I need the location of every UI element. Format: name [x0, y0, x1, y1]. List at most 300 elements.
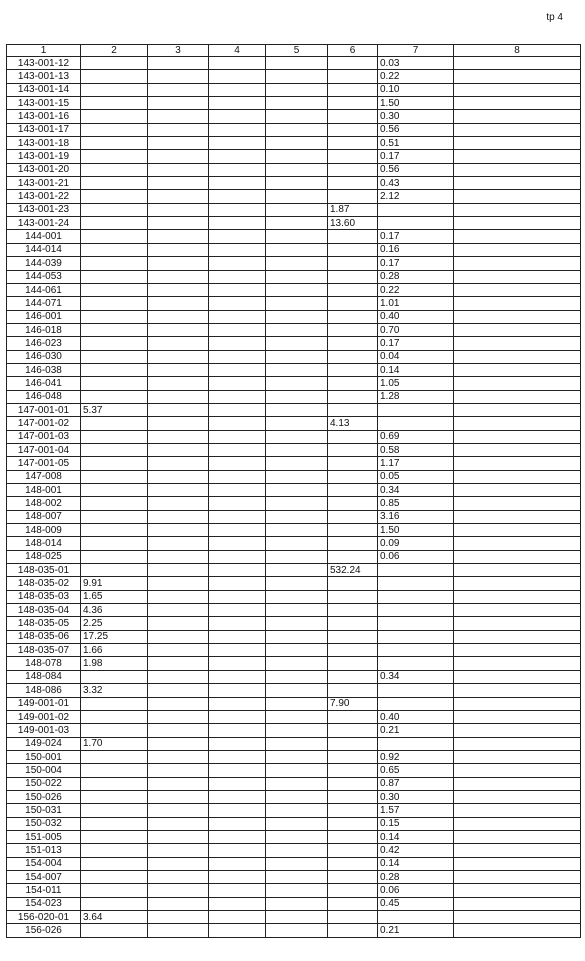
value-cell [266, 510, 328, 523]
value-cell [454, 150, 581, 163]
value-cell [148, 857, 209, 870]
value-cell: 1.17 [378, 457, 454, 470]
parcel-id-cell: 148-002 [7, 497, 81, 510]
value-cell [454, 457, 581, 470]
value-cell [328, 870, 378, 883]
value-cell [81, 350, 148, 363]
value-cell [454, 203, 581, 216]
parcel-id-cell: 150-001 [7, 750, 81, 763]
value-cell [454, 163, 581, 176]
value-cell [209, 884, 266, 897]
parcel-id-cell: 148-084 [7, 670, 81, 683]
value-cell [148, 297, 209, 310]
value-cell [148, 590, 209, 603]
value-cell [81, 724, 148, 737]
value-cell: 0.34 [378, 484, 454, 497]
value-cell: 0.14 [378, 857, 454, 870]
value-cell [328, 97, 378, 110]
value-cell [266, 617, 328, 630]
value-cell [328, 377, 378, 390]
parcel-id-cell: 146-038 [7, 363, 81, 376]
value-cell [148, 710, 209, 723]
parcel-id-cell: 154-023 [7, 897, 81, 910]
value-cell [148, 70, 209, 83]
value-cell [454, 297, 581, 310]
value-cell [454, 310, 581, 323]
table-row [7, 604, 581, 617]
parcel-id-cell: 150-004 [7, 764, 81, 777]
value-cell [148, 644, 209, 657]
parcel-id-cell: 144-053 [7, 270, 81, 283]
parcel-id-cell: 143-001-12 [7, 57, 81, 70]
value-cell [148, 484, 209, 497]
table-row [7, 697, 581, 710]
value-cell [328, 897, 378, 910]
value-cell [328, 337, 378, 350]
parcel-id-cell: 154-011 [7, 884, 81, 897]
table-row [7, 337, 581, 350]
value-cell [81, 337, 148, 350]
parcel-id-cell: 149-024 [7, 737, 81, 750]
value-cell: 0.17 [378, 337, 454, 350]
value-cell [148, 577, 209, 590]
parcel-id-cell: 148-035-01 [7, 564, 81, 577]
value-cell [266, 110, 328, 123]
value-cell: 0.21 [378, 724, 454, 737]
table-row [7, 857, 581, 870]
value-cell [148, 697, 209, 710]
value-cell [328, 443, 378, 456]
value-cell [209, 777, 266, 790]
value-cell [266, 857, 328, 870]
parcel-id-cell: 143-001-15 [7, 97, 81, 110]
value-cell [209, 804, 266, 817]
value-cell [266, 524, 328, 537]
value-cell [454, 657, 581, 670]
value-cell: 0.56 [378, 163, 454, 176]
value-cell [266, 870, 328, 883]
value-cell [266, 750, 328, 763]
value-cell [81, 443, 148, 456]
value-cell [454, 430, 581, 443]
value-cell [148, 630, 209, 643]
value-cell [328, 790, 378, 803]
value-cell [209, 110, 266, 123]
value-cell [81, 230, 148, 243]
value-cell [328, 270, 378, 283]
value-cell [266, 457, 328, 470]
value-cell [81, 137, 148, 150]
table-row [7, 70, 581, 83]
table-row [7, 270, 581, 283]
value-cell: 13.60 [328, 217, 378, 230]
value-cell [209, 377, 266, 390]
table-row [7, 57, 581, 70]
value-cell [209, 190, 266, 203]
value-cell [454, 924, 581, 937]
value-cell [209, 337, 266, 350]
value-cell [454, 137, 581, 150]
column-header: 8 [454, 45, 581, 57]
value-cell: 17.25 [81, 630, 148, 643]
table-row [7, 897, 581, 910]
table-row [7, 377, 581, 390]
value-cell [81, 310, 148, 323]
value-cell [266, 470, 328, 483]
value-cell [209, 123, 266, 136]
value-cell [266, 817, 328, 830]
parcel-id-cell: 148-009 [7, 524, 81, 537]
value-cell [81, 804, 148, 817]
value-cell [81, 670, 148, 683]
value-cell: 0.28 [378, 870, 454, 883]
value-cell [454, 70, 581, 83]
value-cell [81, 830, 148, 843]
value-cell: 0.16 [378, 243, 454, 256]
value-cell [328, 764, 378, 777]
value-cell [148, 884, 209, 897]
table-row [7, 657, 581, 670]
value-cell [454, 283, 581, 296]
parcel-id-cell: 144-001 [7, 230, 81, 243]
value-cell [328, 777, 378, 790]
value-cell: 0.21 [378, 924, 454, 937]
value-cell [454, 484, 581, 497]
value-cell [209, 617, 266, 630]
parcel-id-cell: 148-001 [7, 484, 81, 497]
parcel-id-cell: 148-035-07 [7, 644, 81, 657]
value-cell [454, 790, 581, 803]
value-cell [266, 844, 328, 857]
value-cell [328, 524, 378, 537]
value-cell [148, 163, 209, 176]
value-cell [148, 510, 209, 523]
parcel-id-cell: 149-001-03 [7, 724, 81, 737]
table-row [7, 564, 581, 577]
value-cell [266, 377, 328, 390]
value-cell [148, 230, 209, 243]
value-cell [81, 97, 148, 110]
parcel-id-cell: 146-041 [7, 377, 81, 390]
parcel-id-cell: 143-001-20 [7, 163, 81, 176]
table-row [7, 737, 581, 750]
value-cell [454, 83, 581, 96]
value-cell: 0.06 [378, 884, 454, 897]
value-cell [148, 830, 209, 843]
value-cell [81, 297, 148, 310]
value-cell [81, 884, 148, 897]
parcel-id-cell: 144-014 [7, 243, 81, 256]
value-cell [81, 510, 148, 523]
value-cell [148, 177, 209, 190]
table-row [7, 777, 581, 790]
value-cell [266, 243, 328, 256]
column-header: 3 [148, 45, 209, 57]
value-cell: 0.03 [378, 57, 454, 70]
value-cell [148, 470, 209, 483]
value-cell [454, 897, 581, 910]
value-cell [266, 737, 328, 750]
value-cell [328, 510, 378, 523]
value-cell: 1.28 [378, 390, 454, 403]
value-cell [81, 857, 148, 870]
table-row [7, 550, 581, 563]
value-cell [209, 897, 266, 910]
parcel-id-cell: 143-001-13 [7, 70, 81, 83]
value-cell: 1.66 [81, 644, 148, 657]
value-cell [209, 70, 266, 83]
value-cell: 0.40 [378, 310, 454, 323]
value-cell [81, 83, 148, 96]
value-cell [81, 217, 148, 230]
table-row [7, 137, 581, 150]
value-cell [81, 537, 148, 550]
value-cell [266, 190, 328, 203]
table-row [7, 457, 581, 470]
table-row [7, 190, 581, 203]
value-cell [209, 163, 266, 176]
value-cell [454, 470, 581, 483]
value-cell [454, 110, 581, 123]
value-cell [148, 750, 209, 763]
table-row [7, 417, 581, 430]
value-cell: 0.56 [378, 123, 454, 136]
table-row [7, 484, 581, 497]
value-cell [81, 163, 148, 176]
table-row [7, 430, 581, 443]
table-row [7, 470, 581, 483]
value-cell [454, 804, 581, 817]
table-row [7, 310, 581, 323]
value-cell [81, 417, 148, 430]
value-cell: 0.51 [378, 137, 454, 150]
value-cell [378, 684, 454, 697]
value-cell [266, 57, 328, 70]
value-cell [328, 724, 378, 737]
value-cell [81, 710, 148, 723]
value-cell [266, 150, 328, 163]
value-cell [148, 203, 209, 216]
value-cell [81, 377, 148, 390]
parcel-id-cell: 150-026 [7, 790, 81, 803]
value-cell [454, 417, 581, 430]
value-cell [209, 710, 266, 723]
value-cell [266, 604, 328, 617]
table-row [7, 724, 581, 737]
value-cell [266, 644, 328, 657]
table-row [7, 537, 581, 550]
value-cell: 0.04 [378, 350, 454, 363]
value-cell [209, 417, 266, 430]
parcel-id-cell: 150-031 [7, 804, 81, 817]
value-cell: 1.57 [378, 804, 454, 817]
value-cell [454, 710, 581, 723]
value-cell: 0.58 [378, 443, 454, 456]
value-cell [209, 390, 266, 403]
value-cell [148, 804, 209, 817]
value-cell: 1.98 [81, 657, 148, 670]
parcel-id-cell: 148-014 [7, 537, 81, 550]
value-cell [148, 604, 209, 617]
value-cell [266, 670, 328, 683]
value-cell [81, 70, 148, 83]
value-cell [328, 163, 378, 176]
value-cell [209, 644, 266, 657]
value-cell [148, 443, 209, 456]
value-cell [266, 577, 328, 590]
value-cell [454, 550, 581, 563]
value-cell [328, 804, 378, 817]
value-cell [81, 497, 148, 510]
value-cell [454, 857, 581, 870]
column-header: 1 [7, 45, 81, 57]
value-cell [328, 684, 378, 697]
value-cell [148, 524, 209, 537]
value-cell [328, 857, 378, 870]
value-cell [148, 564, 209, 577]
value-cell [148, 550, 209, 563]
value-cell [266, 724, 328, 737]
value-cell [209, 137, 266, 150]
value-cell [209, 564, 266, 577]
value-cell [148, 617, 209, 630]
value-cell [328, 577, 378, 590]
value-cell [454, 750, 581, 763]
value-cell [454, 363, 581, 376]
value-cell [266, 911, 328, 924]
value-cell [378, 911, 454, 924]
value-cell [454, 724, 581, 737]
value-cell [209, 604, 266, 617]
value-cell [454, 190, 581, 203]
parcel-id-cell: 144-061 [7, 283, 81, 296]
table-row [7, 670, 581, 683]
value-cell [328, 57, 378, 70]
value-cell [454, 884, 581, 897]
value-cell [209, 230, 266, 243]
value-cell [266, 590, 328, 603]
value-cell: 0.30 [378, 790, 454, 803]
value-cell [454, 497, 581, 510]
value-cell [266, 430, 328, 443]
table-row [7, 764, 581, 777]
value-cell [209, 243, 266, 256]
value-cell [209, 457, 266, 470]
table-row [7, 297, 581, 310]
value-cell [454, 644, 581, 657]
parcel-id-cell: 147-001-03 [7, 430, 81, 443]
table-row [7, 123, 581, 136]
value-cell [148, 150, 209, 163]
value-cell: 0.09 [378, 537, 454, 550]
column-header: 5 [266, 45, 328, 57]
value-cell [328, 484, 378, 497]
value-cell [266, 390, 328, 403]
value-cell: 0.17 [378, 230, 454, 243]
value-cell [209, 870, 266, 883]
value-cell [209, 724, 266, 737]
table-row [7, 830, 581, 843]
value-cell: 0.87 [378, 777, 454, 790]
parcel-id-cell: 154-007 [7, 870, 81, 883]
value-cell [454, 337, 581, 350]
value-cell [328, 390, 378, 403]
table-row [7, 911, 581, 924]
value-cell [266, 710, 328, 723]
value-cell [454, 270, 581, 283]
value-cell [378, 644, 454, 657]
value-cell [328, 844, 378, 857]
value-cell [81, 924, 148, 937]
value-cell [378, 737, 454, 750]
table-row [7, 443, 581, 456]
value-cell [81, 777, 148, 790]
value-cell [266, 484, 328, 497]
value-cell [454, 537, 581, 550]
value-cell [209, 630, 266, 643]
column-header: 2 [81, 45, 148, 57]
table-row [7, 524, 581, 537]
value-cell [148, 724, 209, 737]
value-cell [328, 817, 378, 830]
table-row [7, 230, 581, 243]
value-cell [454, 617, 581, 630]
table-row [7, 283, 581, 296]
value-cell: 0.45 [378, 897, 454, 910]
value-cell [328, 830, 378, 843]
value-cell [454, 524, 581, 537]
value-cell [148, 764, 209, 777]
value-cell [81, 897, 148, 910]
value-cell [328, 670, 378, 683]
value-cell [378, 657, 454, 670]
parcel-id-cell: 144-039 [7, 257, 81, 270]
value-cell [148, 217, 209, 230]
table-row [7, 403, 581, 416]
value-cell: 0.43 [378, 177, 454, 190]
table-row [7, 83, 581, 96]
value-cell [148, 83, 209, 96]
column-header: 4 [209, 45, 266, 57]
value-cell: 2.12 [378, 190, 454, 203]
value-cell [148, 270, 209, 283]
value-cell [454, 443, 581, 456]
parcel-id-cell: 148-007 [7, 510, 81, 523]
value-cell [328, 230, 378, 243]
value-cell [454, 230, 581, 243]
value-cell: 5.37 [81, 403, 148, 416]
value-cell [266, 257, 328, 270]
value-cell [378, 604, 454, 617]
value-cell [209, 790, 266, 803]
value-cell [328, 470, 378, 483]
value-cell [148, 844, 209, 857]
value-cell [454, 817, 581, 830]
table-row [7, 577, 581, 590]
value-cell: 2.25 [81, 617, 148, 630]
value-cell [266, 684, 328, 697]
value-cell: 0.14 [378, 363, 454, 376]
value-cell [454, 257, 581, 270]
value-cell [328, 257, 378, 270]
value-cell [209, 577, 266, 590]
value-cell [209, 924, 266, 937]
parcel-id-cell: 143-001-23 [7, 203, 81, 216]
value-cell [81, 764, 148, 777]
value-cell: 1.70 [81, 737, 148, 750]
value-cell: 4.36 [81, 604, 148, 617]
value-cell [266, 137, 328, 150]
